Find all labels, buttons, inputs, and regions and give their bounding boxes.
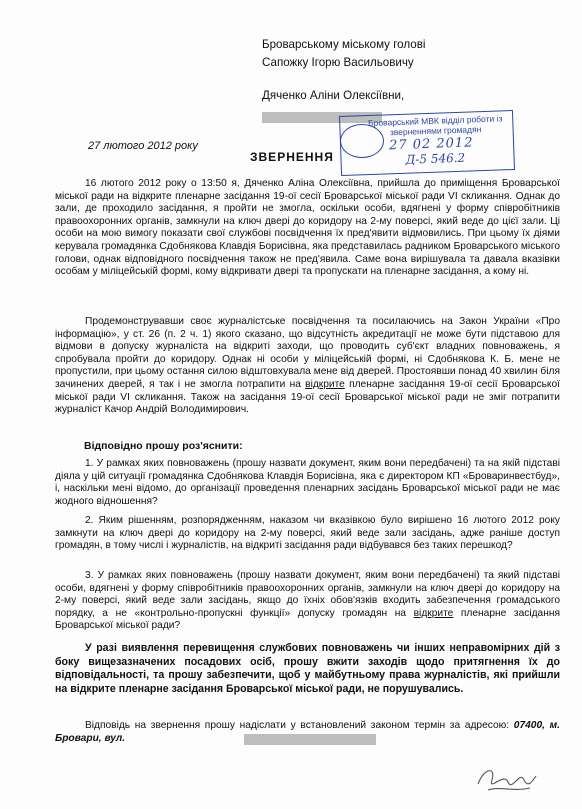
bold-request: У разі виявлення перевищення службових повноважень чи інших неправомірних дій з боку вищезазначених посадових осіб, прошу вжити заходів щодо притягнення їх до відповідальності, та прошу забезпечити, щоб у майбутньому права журналістів, які прийшли на відкрите пленарне засідання Броварської міської ради, не порушувались. xyxy=(55,642,560,695)
seal-icon xyxy=(340,124,384,158)
question-3-text-end: пленарне засідання Броварської міської ради? xyxy=(55,607,560,632)
request-heading: Відповідно прошу роз'яснити: xyxy=(84,440,243,452)
sender-name: Дяченко Аліни Олексіївни, xyxy=(262,89,405,102)
question-3-underlined: відкрите xyxy=(413,607,454,619)
paragraph-2-underlined: відкрите xyxy=(305,378,345,390)
question-1: 1. У рамках яких повноважень (прошу назвати документ, яким вони передбачені) та на якій підставі діяла у цій ситуації громадянка Сдобнякова Клавдія Борисівна, яка є директором КП «Броваринвестбуд», і, наскільки мені відомо, до організації проведення пленарних засідань Броварської міської ради не має жодного відношення? xyxy=(55,458,560,507)
paragraph-2 xyxy=(55,316,560,417)
question-3-text: 3. У рамках яких повноважень (прошу назвати документ, яким вони передбачені) та який підставі особи, вдягнені у форму співробітників правоохоронних органів, замкнули на ключ двері до коридору на 2-му поверсі, який веде зали засідань, якщо до їхніх обов'язків входить забезпечення громадського порядку, а не «контрольно-пропускні функції» допуску громадян на xyxy=(55,570,560,619)
paragraph-2-text-end: пленарне засідання 19-ої сесії Броварської міської ради VI скликання. Також на засідання 19-ої сесії Броварської міської ради не зміг потрапити журналіст Качор Андрій Володимирович. xyxy=(55,378,560,416)
question-3 xyxy=(55,570,560,633)
reply-text: Відповідь на звернення прошу надіслати у встановлений законом термін за адресою: xyxy=(85,720,514,731)
stamp-organization: Броварський МВК відділ роботи із зверненнями громадян xyxy=(367,113,503,137)
document-date: 27 лютого 2012 року xyxy=(88,140,198,152)
stamp-number: Д-5 546.2 xyxy=(405,150,466,167)
addressee-line-1: Броварському міському голові xyxy=(262,38,426,51)
document-title: ЗВЕРНЕННЯ xyxy=(250,150,334,164)
paragraph-1: 16 лютого 2012 року о 13:50 я, Дяченко Аліна Олексіївна, прийшла до приміщення Броварської міської ради на відкрите пленарне засідання 19-ої сесії Броварської міської ради VI скликання. Однак до зали, де проходило засідання, я пройти не змогла, оскільки особи, вдягнені у форму співробітників правоохоронних органів, замкнули на ключ двері до коридору на 2-му поверсі, який веде до цієї зали. Ці особи на мою вимогу показати свої службові посвідчення їх пред'явити відмовились. При цьому їх діями керувала громадянка Сдобнякова Клавдія Борисівна, яка представилась радником Броварського міського голови, однак відповідного посвідчення також не пред'явила. Саме вона вирішувала та давала вказівки особам у міліцейській формі, кому відкривати двері та пропускати на пленарне засідання, а кому ні. xyxy=(55,178,560,278)
signature-icon xyxy=(470,762,540,802)
stamp-date: 27 02 2012 xyxy=(388,135,474,154)
addressee-line-2: Сапожку Ігорю Васильовичу xyxy=(262,56,414,69)
question-2: 2. Яким рішенням, розпорядженням, наказом чи вказівкою було вирішено 16 лютого 2012 року замкнути на ключ двері до коридору на 2-му поверсі, який веде зали засідань, адже раніше доступ громадян, в тому числі і журналістів, на відкриті засідання ради відбувався без таких перешкод? xyxy=(55,515,560,552)
redacted-street-address xyxy=(244,734,376,745)
paragraph-2-text: Продемонструвавши своє журналістське посвідчення та посилаючись на Закон України «Про інформацію», у ст. 26 (п. 2 ч. 1) якого сказано, що відсутність акредитації не може бути підставою для відмови в допуску журналіста на відкриті заходи, що проводить суб'єкт владних повноважень, я спробувала пройти до коридору. Однак ні особи у міліцейській формі, ні Сдобнякова К. Б. мене не пропустили, при цьому остання силою відштовхувала мене від дверей. Простоявши понад 40 хвилин біля зачинених дверей, я так і не змогла потрапити на xyxy=(55,316,560,390)
reply-address: 07400, м. Бровари, вул. xyxy=(55,720,560,744)
